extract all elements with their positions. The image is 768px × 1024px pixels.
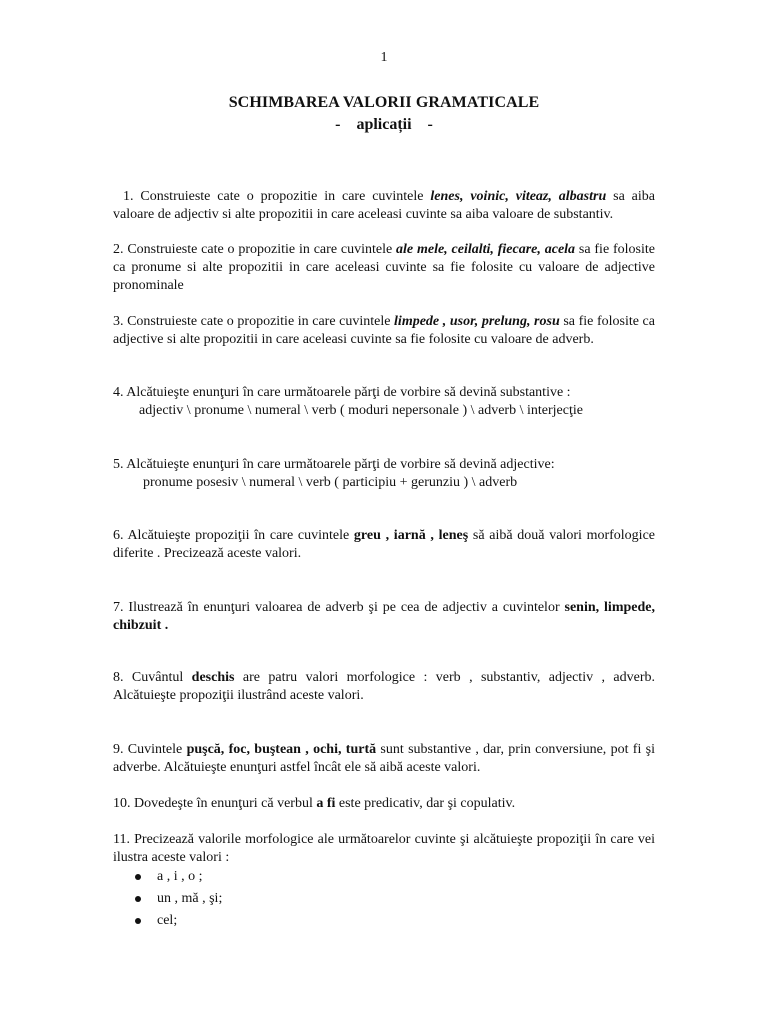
exercise-text: 2. Construieste cate o propozitie in care cuvintele: [113, 242, 397, 257]
list-item-text: un , mă , şi;: [157, 891, 223, 906]
exercise-1: [113, 188, 655, 224]
subtitle-dash-right: -: [427, 116, 433, 133]
exercise-2: [113, 241, 655, 295]
exercise-text: este predicativ, dar şi copulativ.: [335, 796, 516, 811]
exercise-keywords: a fi: [316, 796, 336, 811]
exercise-6: [113, 527, 655, 563]
exercise-text: 3. Construieste cate o propozitie in care cuvintele: [113, 314, 395, 329]
exercise-keywords: ale mele, ceilalti, fiecare, acela: [396, 242, 576, 257]
exercise-text: 11. Precizează valorile morfologice ale următoarelor cuvinte şi alcătuieşte propoziţii în care vei ilustra aceste valori :: [113, 832, 655, 865]
exercise-7: [113, 599, 655, 635]
exercise-text: 10. Dovedeşte în enunţuri că verbul: [113, 796, 317, 811]
exercise-5: [113, 456, 655, 492]
exercise-keywords: greu , iarnă , leneş: [353, 528, 469, 543]
exercise-text: 6. Alcătuieşte propoziţii în care cuvintele: [113, 528, 354, 543]
subtitle-text: aplicații: [356, 116, 412, 133]
list-item: [113, 866, 413, 888]
list-item: [113, 888, 413, 910]
bullet-dot-icon: [135, 874, 141, 880]
exercise-10: [113, 795, 655, 813]
page-subtitle: [0, 116, 768, 134]
bullet-dot-icon: [135, 896, 141, 902]
list-item: [113, 910, 413, 932]
exercise-text: 4. Alcătuieşte enunţuri în care următoarele părţi de vorbire să devină substantive :: [113, 385, 571, 400]
list-item-text: cel;: [157, 913, 178, 928]
exercise-keywords: senin, limpede, chibzuit .: [113, 600, 655, 633]
exercise-11: [113, 831, 655, 867]
exercise-parts-list: pronume posesiv \ numeral \ verb ( participiu + gerunziu ) \ adverb: [143, 475, 518, 490]
exercise-keywords: limpede , usor, prelung, rosu: [394, 314, 560, 329]
exercise-text: are patru valori morfologice : verb , substantiv, adjectiv , adverb. Alcătuieşte propoziţii ilustrând aceste valori.: [113, 670, 655, 703]
exercise-text: sunt substantive , dar, prin conversiune, pot fi şi adverbe. Alcătuieşte enunţuri astfel încât ele să aibă aceste valori.: [113, 742, 655, 775]
subtitle-dash-left: -: [335, 116, 341, 133]
exercise-text: sa aiba valoare de adjectiv si alte propozitii in care aceleasi cuvinte sa aiba valoare de substantiv.: [113, 189, 655, 222]
exercise-4: [113, 384, 655, 420]
exercise-text: sa fie folosite ca pronume si alte propozitii in care aceleasi cuvinte sa fie folosite cu valoare de adjective pronominale: [113, 242, 655, 293]
exercise-text: 5. Alcătuieşte enunţuri în care următoarele părţi de vorbire să devină adjective:: [113, 457, 555, 472]
exercise-text: sa fie folosite ca adjective si alte propozitii in care aceleasi cuvinte sa fie folosite cu valoare de adverb.: [113, 314, 655, 347]
exercise-text: să aibă două valori morfologice diferite . Precizează aceste valori.: [113, 528, 655, 561]
exercise-9: [113, 741, 655, 777]
exercise-keywords: puşcă, foc, buştean , ochi, turtă: [186, 742, 377, 757]
page-title: SCHIMBAREA VALORII GRAMATICALE: [228, 94, 540, 111]
bullet-list: [113, 866, 413, 932]
exercise-keywords: deschis: [191, 670, 235, 685]
exercise-parts-list: adjectiv \ pronume \ numeral \ verb ( moduri nepersonale ) \ adverb \ interjecţie: [139, 403, 583, 418]
exercise-text: 8. Cuvântul: [113, 670, 192, 685]
bullet-dot-icon: [135, 918, 141, 924]
exercise-text: 7. Ilustrează în enunţuri valoarea de adverb şi pe cea de adjectiv a cuvintelor: [113, 600, 565, 615]
exercise-8: [113, 669, 655, 705]
exercise-text: 1. Construieste cate o propozitie in care cuvintele: [123, 189, 431, 204]
list-item-text: a , i , o ;: [157, 869, 203, 884]
exercise-3: [113, 313, 655, 349]
exercise-keywords: lenes, voinic, viteaz, albastru: [430, 189, 607, 204]
exercise-text: 9. Cuvintele: [113, 742, 187, 757]
page-number: 1: [380, 50, 388, 65]
